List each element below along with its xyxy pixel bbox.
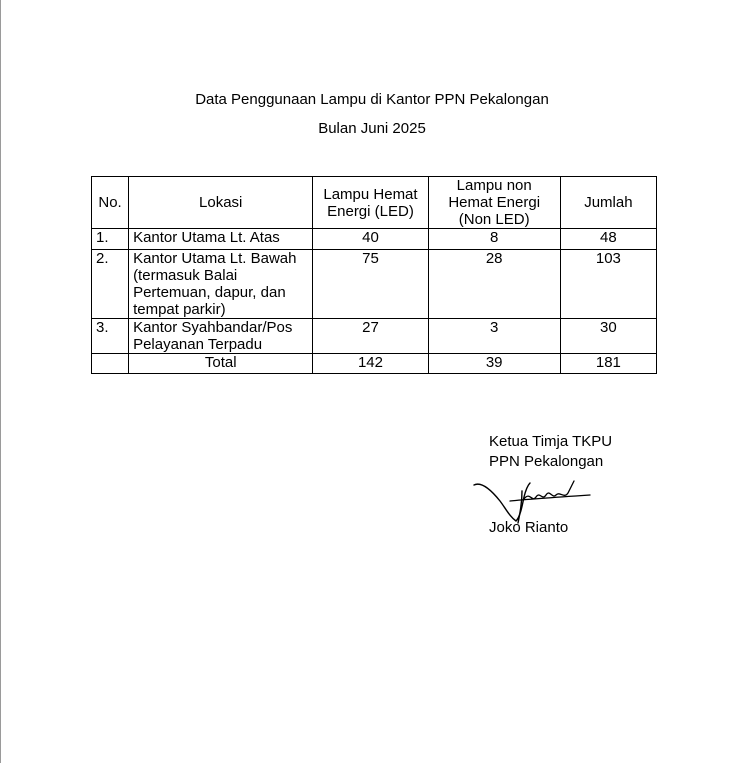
lamp-usage-table [91, 176, 657, 374]
cell-jumlah: 30 [560, 319, 656, 354]
cell-non-led: 28 [428, 250, 560, 319]
document-subtitle: Bulan Juni 2025 [318, 120, 426, 137]
total-row [92, 354, 657, 374]
table-header-row [92, 177, 657, 229]
cell-led: 27 [313, 319, 428, 354]
total-jumlah: 181 [560, 354, 656, 374]
total-non-led: 39 [428, 354, 560, 374]
signatory-position: Ketua Timja TKPU [489, 433, 613, 450]
header-non-led: Lampu non Hemat Energi (Non LED) [428, 177, 560, 229]
cell-non-led: 3 [428, 319, 560, 354]
signatory-office: PPN Pekalongan [489, 453, 604, 470]
total-label: Total [129, 354, 313, 374]
table-row [92, 250, 657, 319]
signatory-name: Joko Rianto [489, 519, 569, 536]
document-title: Data Penggunaan Lampu di Kantor PPN Pekalongan [195, 91, 549, 108]
table-row [92, 319, 657, 354]
header-lokasi: Lokasi [129, 177, 313, 229]
page-edge [0, 0, 1, 763]
cell-no: 1. [92, 229, 129, 250]
cell-jumlah: 48 [560, 229, 656, 250]
cell-no: 2. [92, 250, 129, 319]
cell-empty [92, 354, 129, 374]
header-no: No. [92, 177, 129, 229]
table-row [92, 229, 657, 250]
header-led: Lampu Hemat Energi (LED) [313, 177, 428, 229]
cell-led: 75 [313, 250, 428, 319]
header-jumlah: Jumlah [560, 177, 656, 229]
cell-non-led: 8 [428, 229, 560, 250]
total-led: 142 [313, 354, 428, 374]
cell-lokasi: Kantor Syahbandar/Pos Pelayanan Terpadu [129, 319, 313, 354]
cell-lokasi: Kantor Utama Lt. Atas [129, 229, 313, 250]
cell-no: 3. [92, 319, 129, 354]
cell-lokasi: Kantor Utama Lt. Bawah (termasuk Balai Pertemuan, dapur, dan tempat parkir) [129, 250, 313, 319]
cell-jumlah: 103 [560, 250, 656, 319]
cell-led: 40 [313, 229, 428, 250]
